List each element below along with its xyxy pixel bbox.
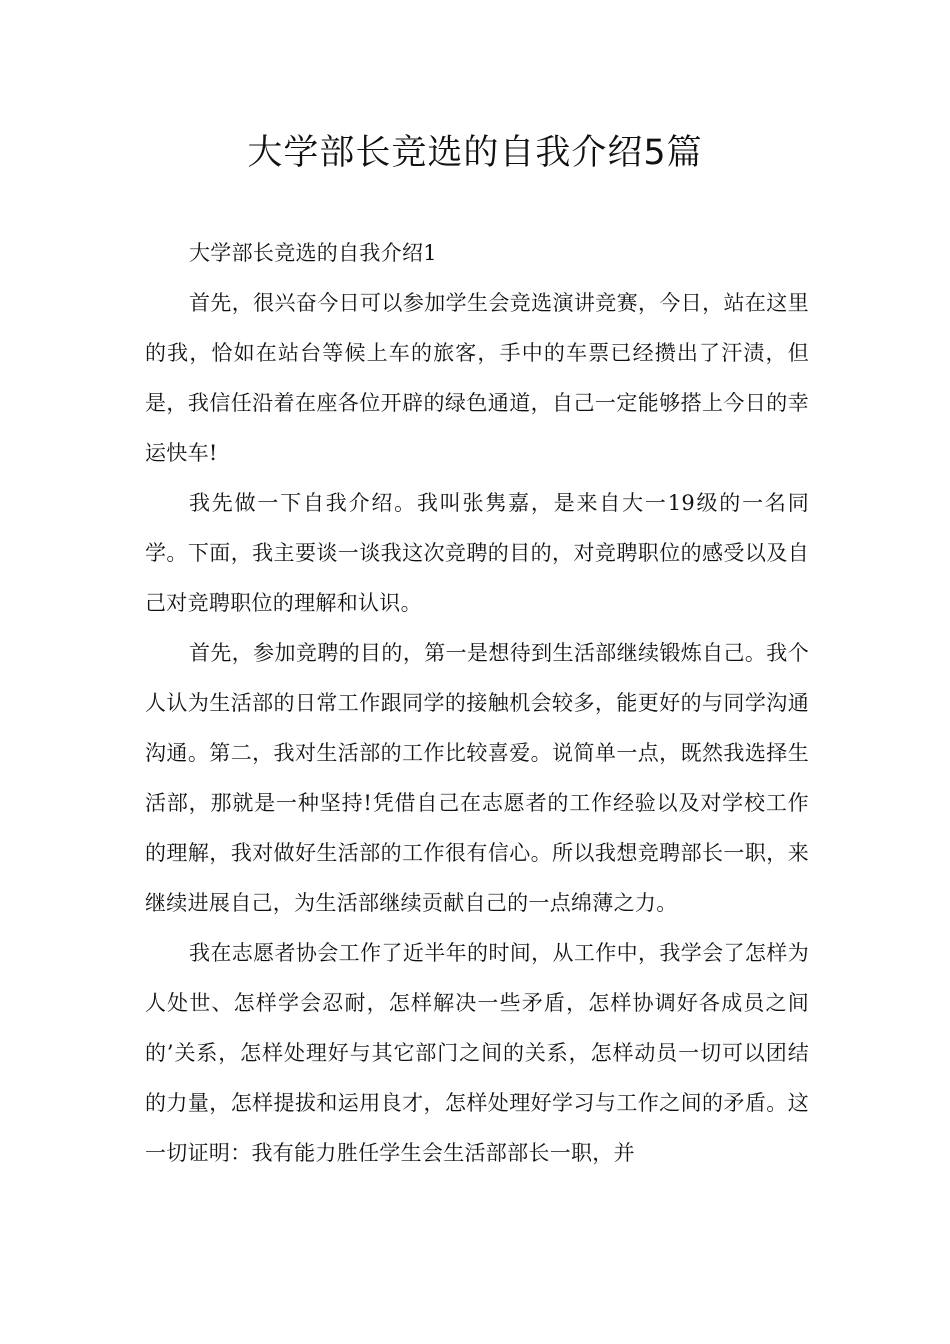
document-body	[145, 228, 809, 1178]
section-heading: 大学部长竞选的自我介绍1	[189, 241, 437, 265]
paragraph-3: 首先，参加竞聘的目的，第一是想待到生活部继续锻炼自己。我个人认为生活部的日常工作跟同学的接触机会较多，能更好的与同学沟通沟通。第二，我对生活部的工作比较喜爱。说简单一点，既然我选择生活部，那就是一种坚持!凭借自己在志愿者的工作经验以及对学校工作的理解，我对做好生活部的工作很有信心。所以我想竞聘部长一职，来继续进展自己，为生活部继续贡献自己的一点绵薄之力。	[145, 641, 809, 915]
paragraph-2: 我先做一下自我介绍。我叫张隽嘉，是来自大一19级的一名同学。下面，我主要谈一谈我这次竞聘的目的，对竞聘职位的感受以及自己对竞聘职位的理解和认识。	[145, 491, 809, 615]
paragraph-1: 首先，很兴奋今日可以参加学生会竞选演讲竞赛，今日，站在这里的我，恰如在站台等候上车的旅客，手中的车票已经攒出了汗渍，但是，我信任沿着在座各位开辟的绿色通道，自己一定能够搭上今日的幸运快车!	[145, 291, 809, 465]
paragraph-4: 我在志愿者协会工作了近半年的时间，从工作中，我学会了怎样为人处世、怎样学会忍耐，怎样解决一些矛盾，怎样协调好各成员之间的’关系，怎样处理好与其它部门之间的关系，怎样动员一切可以团结的力量，怎样提拔和运用良才，怎样处理好学习与工作之间的矛盾。这一切证明：我有能力胜任学生会生活部部长一职，并	[145, 941, 809, 1165]
document-title: 大学部长竞选的自我介绍5篇	[247, 133, 703, 173]
